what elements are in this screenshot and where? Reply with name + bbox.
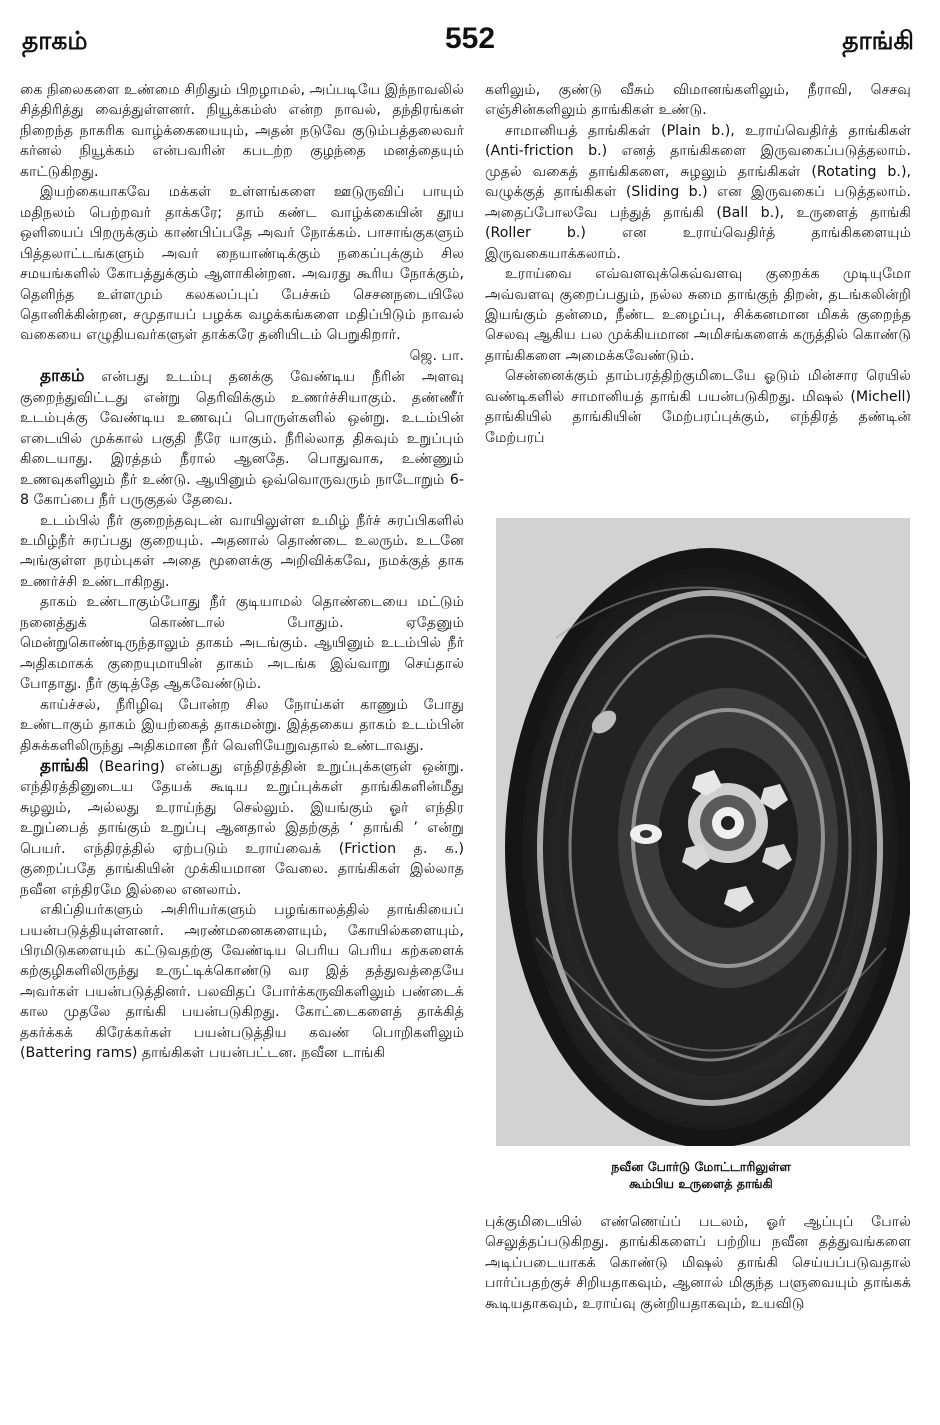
paragraph: காய்ச்சல், நீரிழிவு போன்ற சில நோய்கள் காணும் போது உண்டாகும் தாகம் இயற்கைத் தாகமன்று. இத்தகைய தாகம் உடம்பின் திசுக்களிலிருந்து அதிகமான நீர் வெளியேறுவதால் உண்டாவது.: [20, 696, 464, 754]
tapered-roller-bearing-photo: [496, 518, 910, 1146]
paragraph: கை நிலைகளை உண்மை சிறிதும் பிறழாமல், அப்படியே இந்நாவலில் சித்திரித்து வைத்துள்ளனர். நியூக்கம்ஸ் என்ற நாவல், தந்திரங்கள் நிறைந்த நாகரிக வாழ்க்கையையும், அதன் நடுவே குடும்பத்தலைவர் கர்னல் நியூக்கம் என்பவரின் கபடற்ற குழந்தை மனத்தையும் காட்டுகிறது.: [20, 82, 464, 180]
header-left-word: தாகம்: [22, 26, 88, 55]
entry-thangi: [20, 756, 464, 900]
paragraph: சென்னைக்கும் தாம்பரத்திற்குமிடையே ஓடும் மின்சார ரெயில் வண்டிகளில் சாமானியத் தாங்கி பயன்படுகிறது. மிஷல் (Michell) தாங்கியில் தாங்கியின் மேற்பரப்புக்கும், எந்திரத் தண்டின் மேற்பரப்: [485, 368, 911, 446]
right-column-continued: [485, 1212, 911, 1314]
caption-line: கூம்பிய உருளைத் தாங்கி: [629, 1176, 773, 1191]
bearing-photo-figure: [488, 510, 914, 1150]
paragraph: என்பது உடம்பு தனக்கு வேண்டிய நீரின் அளவு குறைந்துவிட்டது என்று தெரிவிக்கும் உணர்ச்சியாகும். தண்ணீர் உடம்புக்கு வேண்டிய உணவுப் பொருள்களில் ஒன்று. உடம்பின் எடையில் முக்கால் பகுதி நீரே யாகும். நீரில்லாத திசுவும் உறுப்பும் கிடையாது. இரத்தம் நீரால் ஆனதே. பொதுவாக, உண்ணும் உணவுகளிலும் நீர் உண்டு. ஆயினும் ஒவ்வொருவரும் நாடோறும் 6-8 கோப்பை நீர் பருகுதல் தேவை.: [20, 369, 464, 509]
page-header: [20, 22, 920, 62]
author-signature: ஜெ. பா.: [409, 347, 464, 364]
paragraph: உடம்பில் நீர் குறைந்தவுடன் வாயிலுள்ள உமிழ் நீர்ச் சுரப்பிகளில் உமிழ்நீர் சுரப்பது குறையும். அதனால் தொண்டை உலரும். உடனே அங்குள்ள நரம்புகள் அதை மூளைக்கு அறிவிக்கவே, நமக்குத் தாக உணர்ச்சி உண்டாகிறது.: [20, 512, 464, 590]
caption-line: நவீன போர்டு மோட்டாரிலுள்ள: [611, 1159, 791, 1174]
paragraph: சாமானியத் தாங்கிகள் (Plain b.), உராய்வெதிர்த் தாங்கிகள் (Anti-friction b.) எனத் தாங்கிகளை இருவகைப்படுத்தலாம். முதல் வகைத் தாங்கிகளை, சுழலும் தாங்கிகள் (Rotating b.), வழுக்குத் தாங்கிகள் (Sliding b.) என இருவகைப் படுத்தலாம். அதைப்போலவே பந்துத் தாங்கி (Ball b.), உருளைத் தாங்கி (Roller b.) என உராய்வெதிர்த் தாங்கிகளையும் இருவகையாக்கலாம்.: [485, 122, 911, 262]
left-column: [20, 80, 464, 1064]
entry-heading: தாங்கி: [40, 755, 89, 776]
paragraph: களிலும், குண்டு வீசும் விமானங்களிலும், நீராவி, செசவு எஞ்சின்களிலும் தாங்கிகள் உண்டு.: [485, 82, 911, 119]
figure-caption: [488, 1158, 914, 1192]
paragraph: எகிப்தியர்களும் அசிரியர்களும் பழங்காலத்தில் தாங்கியைப் பயன்படுத்தியுள்ளனர். அரண்மனைகளையும், கோயில்களையும், பிரமிடுகளையும் கட்டுவதற்கு வேண்டிய பெரிய பெரிய கற்களைக் கற்குழிகளிலிருந்து உருட்டிக்கொண்டு வர இத் தத்துவத்தையே அவர்கள் பயன்படுத்தினர். பலவிதப் போர்க்கருவிகளிலும் பண்டைக் கால முதலே தாங்கி பயன்படுகிறது. கோட்டைகளைத் தாக்கித் தகர்க்கக் கிரேக்கர்கள் பயன்படுத்திய கவண் பொறிகளிலும் (Battering rams) தாங்கிகள் பயன்பட்டன. நவீன டாங்கி: [20, 902, 464, 1062]
paragraph: உராய்வை எவ்வளவுக்கெவ்வளவு குறைக்க முடியுமோ அவ்வளவு குறைப்பதும், நல்ல சுமை தாங்குந் திறன், தடங்கலின்றி இயங்கும் தன்மை, நீண்ட உழைப்பு, சிக்கனமான மிகக் குறைந்த செலவு ஆகிய பல முக்கியமான அமிசங்களைக் கருத்தில் கொண்டு தாங்கிகளை அமைக்கவேண்டும்.: [485, 266, 911, 364]
page-number: 552: [444, 22, 496, 55]
right-column: [485, 80, 911, 448]
entry-thagam: [20, 366, 464, 510]
entry-heading: தாகம்: [40, 366, 85, 387]
paragraph: தாகம் உண்டாகும்போது நீர் குடியாமல் தொண்டையை மட்டும் நனைத்துக் கொண்டால் போதும். ஏதேனும் மென்றுகொண்டிருந்தாலும் தாகம் அடங்கும். ஆயினும் உடம்பில் நீர் அதிகமாகக் குறையுமாயின் தாகம் அடங்க இவ்வாறு செய்தால் போதாது. நீர் குடித்தே ஆகவேண்டும்.: [20, 594, 464, 693]
paragraph: (Bearing) என்பது எந்திரத்தின் உறுப்புக்களுள் ஒன்று. எந்திரத்தினுடைய தேயக் கூடிய உறுப்புக்கள் தாங்கிகளின்மீது சுழலும், அல்லது உராய்ந்து செல்லும். இயங்கும் ஓர் எந்திர உறுப்பைத் தாங்கும் உறுப்பு ஆனதால் இதற்குத் ‘ தாங்கி ’ என்று பெயர். எந்திரத்தில் ஏற்படும் உராய்வைக் (Friction த. க.) குறைப்பதே தாங்கியின் முக்கியமான வேலை. தாங்கிகள் இல்லாத நவீன எந்திரமே இல்லை எனலாம்.: [20, 758, 464, 898]
paragraph: இயற்கையாகவே மக்கள் உள்ளங்களை ஊடுருவிப் பாயும் மதிநலம் பெற்றவர் தாக்கரே; தாம் கண்ட வாழ்க்கையின் தூய ஒளியைப் பிறருக்கும் காண்பிப்பதே அவர் நோக்கம். பாசாங்குகளும் பித்தலாட்டங்களும் அவர் நையாண்டிக்கும் நகைப்புக்கும் சில சமயங்களில் கோபத்துக்கும் ஆளாகின்றன. அவரது கூரிய நோக்கும், தெளிந்த உள்ளமும் கலகலப்புப் பேச்சும் செசனநடையிலே தொனிக்கின்றன, சமுதாயப் பழக்க வழக்கங்களை மதிப்பிடும் நாவல் வகையை எழுதியவர்களுள் தாக்கரே தனியிடம் பெறுகிறார்.: [20, 184, 464, 344]
paragraph: புக்குமிடையில் எண்ணெய்ப் படலம், ஓர் ஆப்புப் போல் செலுத்தப்படுகிறது. தாங்கிகளைப் பற்றிய நவீன தத்துவங்களை அடிப்படையாகக் கொண்டு மிஷல் தாங்கி செய்யப்படுவதால் பார்ப்பதற்குச் சிறியதாகவும், ஆனால் மிகுந்த பளுவையும் தாங்கக் கூடியதாகவும், உராய்வு குன்றியதாகவும், உயவிடு: [485, 1214, 911, 1312]
header-right-word: தாங்கி: [842, 26, 914, 55]
